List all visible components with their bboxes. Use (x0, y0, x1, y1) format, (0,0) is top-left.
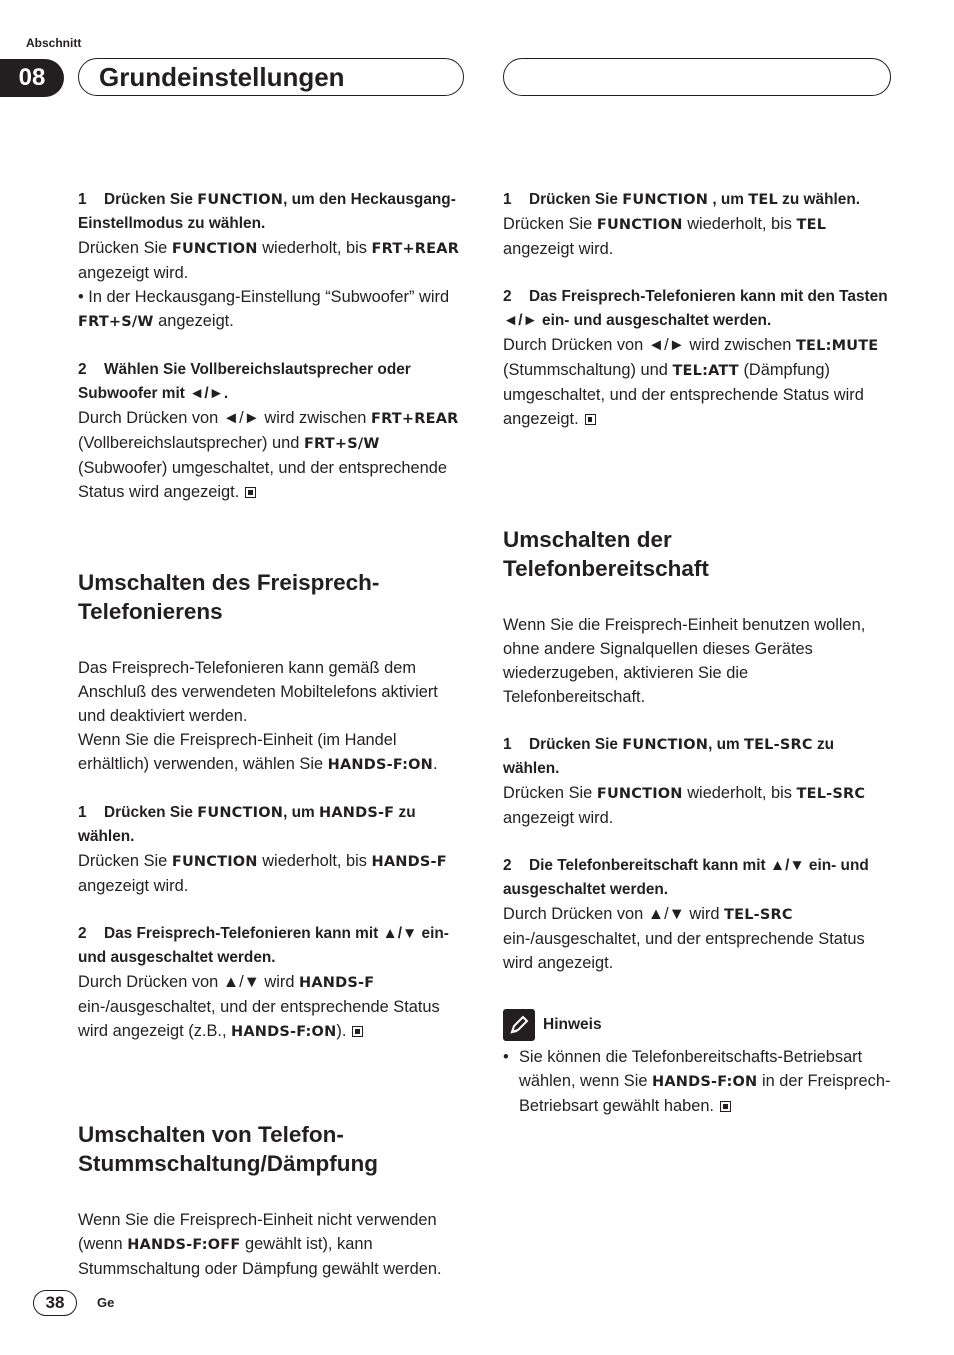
display-code: FRT+REAR (370, 411, 459, 427)
text: Durch Drücken von ▲/▼ wird (78, 973, 300, 991)
bullet-dot: • (503, 1048, 509, 1066)
display-code: TEL-SRC (796, 786, 866, 802)
section-heading: Umschalten von Telefon-Stummschaltung/Dämpfung (78, 1122, 379, 1176)
display-code: FUNCTION (171, 854, 258, 870)
right-column-section-2 (503, 525, 891, 1118)
text: Wenn Sie die Freisprech-Einheit nicht verwenden (wenn (78, 1211, 437, 1253)
section-number-badge: 08 (0, 59, 64, 97)
paragraph (78, 728, 468, 777)
step-body (503, 781, 891, 830)
section-label: Abschnitt (26, 36, 82, 50)
step-number: 2 (78, 925, 87, 942)
left-column-section-2 (78, 568, 468, 1044)
text: zu wählen. (503, 736, 835, 777)
step-heading (78, 801, 468, 849)
text: Drücken Sie (78, 239, 172, 257)
display-code: TEL (748, 192, 778, 208)
step-number: 1 (503, 736, 512, 753)
text: ). (336, 1022, 347, 1040)
text: Wenn Sie die Freisprech-Einheit (im Handel erhältlich) verwenden, wählen Sie (78, 731, 397, 773)
step-body (503, 333, 891, 431)
step-body (503, 212, 891, 261)
text: Drücken Sie (529, 191, 623, 208)
pencil-note-icon (503, 1009, 535, 1041)
display-code: HANDS-F:ON (231, 1024, 337, 1040)
chapter-title: Grundeinstellungen (99, 62, 345, 92)
end-mark-icon (352, 1026, 363, 1037)
page-number: 38 (33, 1290, 77, 1316)
text: Drücken Sie (529, 736, 623, 753)
note-title: Hinweis (543, 1016, 602, 1033)
bullet-note (78, 285, 468, 334)
step-number: 1 (503, 191, 512, 208)
step-body (78, 849, 468, 898)
step-number: 2 (503, 288, 512, 305)
header-empty-box (503, 58, 891, 96)
text: angezeigt wird. (78, 877, 189, 895)
left-column-section-3 (78, 1120, 468, 1281)
display-code: FRT+S/W (303, 436, 380, 452)
step-body (78, 970, 468, 1044)
display-code: HANDS-F (318, 805, 395, 821)
text: Das Freisprech-Telefonieren kann mit ▲/▼ ein- und ausgeschaltet werden. (78, 925, 449, 966)
text: Die Telefonbereitschaft kann mit ▲/▼ ein- und ausgeschaltet werden. (503, 857, 869, 898)
text: Durch Drücken von ▲/▼ wird (503, 905, 725, 923)
end-mark-icon (720, 1101, 731, 1112)
text: wiederholt, bis (682, 215, 797, 233)
step-heading (78, 922, 468, 970)
text: ein-/ausgeschaltet, und der entsprechende Status wird angezeigt. (503, 930, 865, 972)
display-code: HANDS-F (299, 975, 375, 991)
language-code: Ge (97, 1295, 115, 1310)
end-mark-icon (585, 414, 596, 425)
text: Drücken Sie (503, 215, 597, 233)
step-heading (503, 733, 891, 781)
text: (Subwoofer) umgeschaltet, und der entsprechende Status wird angezeigt. (78, 459, 448, 501)
text: , um den Heckausgang-Einstellmodus zu wählen. (78, 191, 456, 232)
text: angezeigt. (153, 312, 234, 330)
display-code: FUNCTION (596, 786, 683, 802)
text: in der Freisprech-Betriebsart gewählt haben. (519, 1072, 891, 1115)
display-code: FUNCTION (171, 241, 258, 257)
text: gewählt ist), kann Stummschaltung oder Dämpfung gewählt werden. (78, 1235, 442, 1278)
step-number: 1 (78, 804, 87, 821)
display-code: TEL:ATT (672, 363, 739, 379)
chapter-title-box (78, 58, 464, 96)
text: • In der Heckausgang-Einstellung “Subwoofer” wird (78, 288, 450, 306)
text: Drücken Sie (78, 852, 172, 870)
text: angezeigt wird. (503, 809, 614, 827)
step-body (78, 406, 468, 504)
note-bullet (503, 1045, 891, 1118)
step-heading (78, 358, 468, 406)
step-body (78, 236, 468, 285)
text: zu wählen. (777, 191, 860, 208)
text: (Vollbereichslautsprecher) und (78, 434, 304, 452)
text: Das Freisprech-Telefonieren kann mit den Tasten ◄/► ein- und ausgeschaltet werden. (503, 288, 888, 329)
display-code: FUNCTION (596, 217, 683, 233)
display-code: HANDS-F:ON (327, 757, 434, 773)
step-number: 2 (503, 857, 512, 874)
step-number: 1 (78, 191, 87, 208)
text: Wählen Sie Vollbereichslautsprecher oder Subwoofer mit ◄/►. (78, 361, 411, 402)
display-code: FUNCTION (197, 805, 284, 821)
note-text (519, 1045, 891, 1118)
text: zu wählen. (78, 804, 416, 845)
display-code: HANDS-F:ON (652, 1074, 758, 1090)
text: , um (708, 191, 749, 208)
display-code: HANDS-F (371, 854, 447, 870)
text: angezeigt wird. (503, 240, 614, 258)
text: Drücken Sie (104, 191, 198, 208)
text: Drücken Sie (503, 784, 597, 802)
display-code: FRT+REAR (371, 241, 460, 257)
paragraph: Das Freisprech-Telefonieren kann gemäß dem Anschluß des verwendeten Mobiltelefons aktiviert und deaktiviert werden. (78, 659, 438, 725)
paragraph: Wenn Sie die Freisprech-Einheit benutzen wollen, ohne andere Signalquellen dieses Gerätes wiederzugeben, aktivieren Sie die Telefonbereitschaft. (503, 616, 866, 706)
text: Durch Drücken von ◄/► wird zwischen (503, 336, 796, 354)
display-code: TEL-SRC (743, 737, 813, 753)
paragraph (78, 1208, 468, 1281)
text: Drücken Sie (104, 804, 198, 821)
text: wiederholt, bis (682, 784, 797, 802)
display-code: TEL-SRC (724, 907, 793, 923)
step-number: 2 (78, 361, 87, 378)
text: wiederholt, bis (257, 239, 372, 257)
text: (Dämpfung) umgeschaltet, und der entsprechende Status wird angezeigt. (503, 361, 864, 428)
display-code: FRT+S/W (78, 314, 154, 330)
right-column (503, 188, 891, 431)
step-body (503, 902, 891, 975)
display-code: TEL:MUTE (795, 338, 879, 354)
step-heading (503, 854, 891, 902)
step-heading (503, 285, 891, 333)
text: , um (283, 804, 319, 821)
step-heading (78, 188, 468, 236)
text: (Stummschaltung) und (503, 361, 673, 379)
note-header (503, 1009, 891, 1041)
text: Sie können die Telefonbereitschafts-Betriebsart wählen, wenn Sie (519, 1048, 863, 1090)
display-code: FUNCTION (197, 192, 284, 208)
step-heading (503, 188, 891, 212)
text: Durch Drücken von ◄/► wird zwischen (78, 409, 371, 427)
left-column (78, 188, 468, 504)
end-mark-icon (245, 487, 256, 498)
section-heading: Umschalten der Telefonbereitschaft (503, 527, 709, 581)
display-code: TEL (796, 217, 827, 233)
text: . (433, 755, 438, 773)
text: wiederholt, bis (257, 852, 372, 870)
text: , um (708, 736, 744, 753)
display-code: HANDS-F:OFF (127, 1237, 241, 1253)
section-heading: Umschalten des Freisprech-Telefonierens (78, 570, 380, 624)
display-code: FUNCTION (622, 192, 709, 208)
display-code: FUNCTION (622, 737, 709, 753)
text: angezeigt wird. (78, 264, 189, 282)
text: ein-/ausgeschaltet, und der entsprechende Status wird angezeigt (z.B., (78, 998, 440, 1040)
